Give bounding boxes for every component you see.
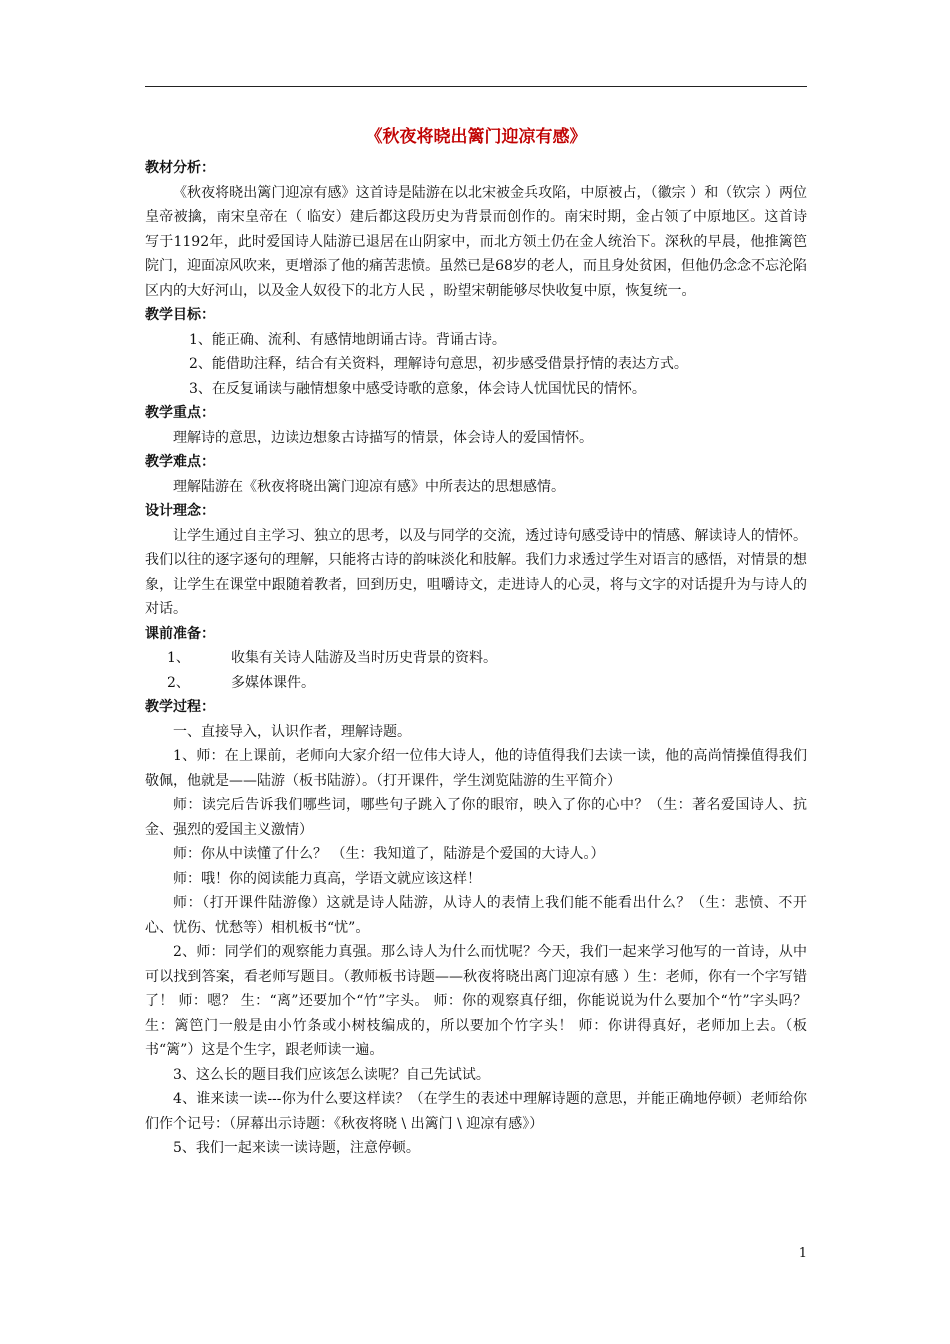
preparation-item-text: 收集有关诗人陆游及当时历史背景的资料。 (231, 650, 497, 666)
goal-item: 3、在反复诵读与融情想象中感受诗歌的意象，体会诗人忧国忧民的情怀。 (189, 380, 646, 397)
goals-heading: 教学目标： (145, 307, 215, 323)
process-paragraph: 5、我们一起来读一读诗题，注意停顿。 (173, 1140, 420, 1156)
process-paragraph: 师：读完后告诉我们哪些词，哪些句子跳入了你的眼帘，映入了你的心中？（生：著名爱国诗人、抗金、强烈的爱国主义激情） (145, 797, 807, 838)
preparation-item-number: 1、 (167, 650, 190, 666)
preparation-heading: 课前准备： (145, 625, 215, 642)
header-rule (145, 86, 807, 87)
analysis-heading: 教材分析： (145, 160, 215, 176)
key-points-heading: 教学重点： (145, 405, 215, 421)
document-title: 《秋夜将晓出篱门迎凉有感》 (365, 127, 587, 147)
process-paragraph: 3、这么长的题目我们应该怎么读呢？自己先试试。 (173, 1066, 490, 1083)
goal-item: 1、能正确、流利、有感情地朗诵古诗。背诵古诗。 (189, 331, 506, 348)
preparation-item-number: 2、 (167, 674, 190, 691)
difficulties-heading: 教学难点： (145, 454, 215, 470)
process-paragraph: 2、师：同学们的观察能力真强。那么诗人为什么而忧呢？今天，我们一起来学习他写的一首诗，从中可以找到答案，看老师写题目。（教师板书诗题——秋夜将晓出离门迎凉有感 ）生：老师，你有一个字写错了！ 师：嗯？ 生：“离”还要加个“竹”字头。 师：你的观察真仔细，你能说说为什么要加个“竹”字头吗？ 生：篱笆门一般是由小竹条或小树枝编成的，所以要加个竹字头！ 师：你讲得真好，老师加上去。（板书“篱”）这是个生字，跟老师读一遍。 (145, 944, 807, 1058)
concept-text: 让学生通过自主学习、独立的思考，以及与同学的交流，透过诗句感受诗中的情感、解读诗人的情怀。我们以往的逐字逐句的理解，只能将古诗的韵味淡化和肢解。我们力求透过学生对语言的感悟，对情景的想象，让学生在课堂中跟随着教者，回到历史，咀嚼诗文，走进诗人的心灵，将与文字的对话提升为与诗人的对话。 (145, 527, 807, 617)
process-paragraph: 师：你从中读懂了什么？ （生：我知道了，陆游是个爱国的大诗人。） (173, 846, 605, 862)
preparation-item (145, 671, 807, 696)
goal-item: 2、能借助注释，结合有关资料，理解诗句意思，初步感受借景抒情的表达方式。 (189, 356, 688, 372)
preparation-item-text: 多媒体课件。 (231, 674, 315, 691)
analysis-text: 《秋夜将晓出篱门迎凉有感》这首诗是陆游在以北宋被金兵攻陷，中原被占，（徽宗 ）和（钦宗 ）两位皇帝被擒，南宋皇帝在（ 临安）建后都这段历史为背景而创作的。南宋时期，金占领了中原地区。这首诗写于1192年，此时爱国诗人陆游已退居在山阴家中，而北方领土仍在金人统治下。深秋的早晨，他推篱笆院门，迎面凉风吹来，更增添了他的痛苦悲愤。虽然已是68岁的老人，而且身处贫困，但他仍念念不忘沦陷区内的大好河山，以及金人奴役下的北方人民 ，盼望宋朝能够尽快收复中原，恢复统一。 (145, 184, 807, 299)
document-body (145, 124, 807, 1161)
key-points-text: 理解诗的意思，边读边想象古诗描写的情景，体会诗人的爱国情怀。 (173, 429, 593, 446)
process-paragraph: 师：哦！你的阅读能力真高，学语文就应该这样！ (173, 870, 481, 887)
difficulties-text: 理解陆游在《秋夜将晓出篱门迎凉有感》中所表达的思想感情。 (173, 478, 565, 495)
process-paragraph: 4、谁来读一读---你为什么要这样读？（在学生的表述中理解诗题的意思，并能正确地停顿）老师给你们作个记号：（屏幕出示诗题：《秋夜将晓 \ 出篱门 \ 迎凉有感》） (145, 1091, 807, 1132)
process-heading: 教学过程： (145, 699, 215, 715)
process-paragraph: 师：（打开课件陆游像）这就是诗人陆游，从诗人的表情上我们能不能看出什么？（生：悲愤、不开心、忧伤、忧愁等）相机板书“忧”。 (145, 895, 807, 936)
process-paragraph: 一、直接导入，认识作者，理解诗题。 (173, 723, 411, 740)
concept-heading: 设计理念： (145, 503, 215, 519)
process-paragraph: 1、师：在上课前，老师向大家介绍一位伟大诗人，他的诗值得我们去读一读，他的高尚情操值得我们敬佩，他就是——陆游（板书陆游）。（打开课件，学生浏览陆游的生平简介） (145, 748, 807, 789)
page-number: 1 (798, 1246, 807, 1261)
preparation-item (145, 646, 807, 671)
